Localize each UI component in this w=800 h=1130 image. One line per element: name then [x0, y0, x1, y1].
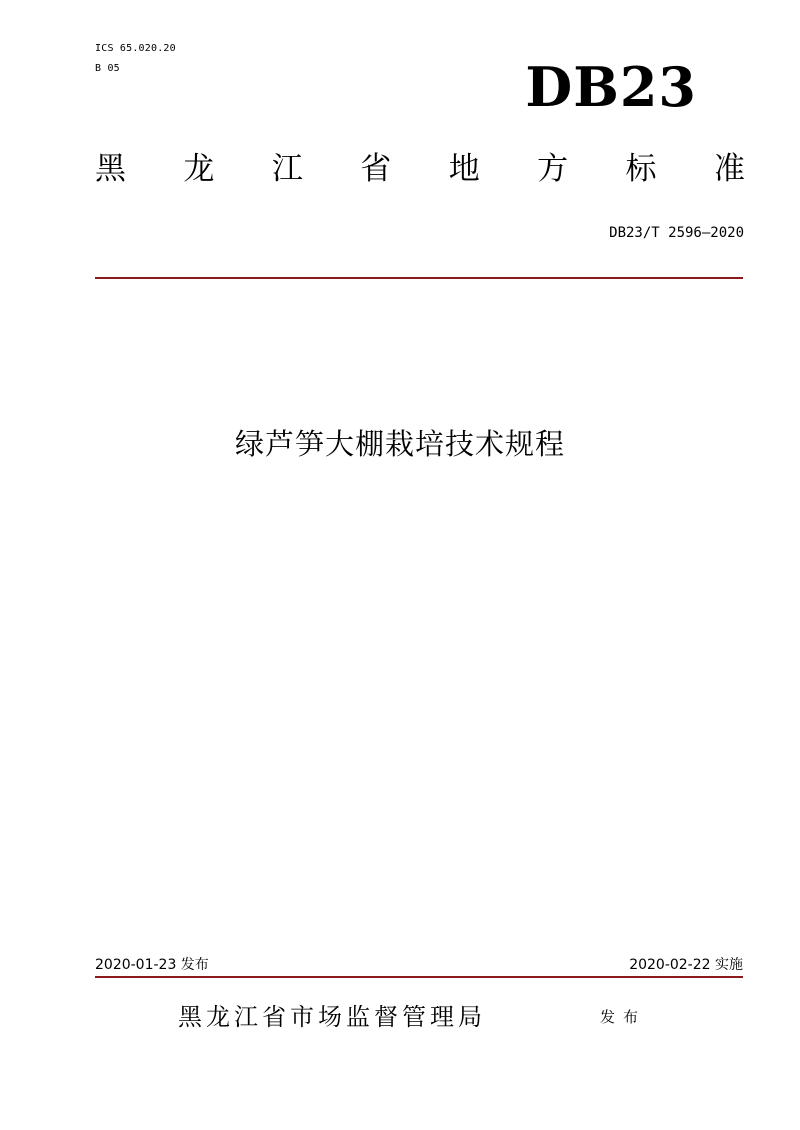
bottom-divider — [95, 976, 743, 978]
standard-type-char: 标 — [625, 151, 657, 187]
standard-type-char: 方 — [537, 151, 569, 187]
standard-type-char: 龙 — [183, 151, 215, 187]
standard-type-char: 省 — [360, 151, 392, 187]
ccs-code: B 05 — [95, 63, 120, 74]
implementation-date: 2020-02-22 实施 — [629, 957, 743, 973]
publish-label: 发布 — [600, 1008, 647, 1026]
standard-type-title — [95, 147, 745, 191]
publisher-name: 黑龙江省市场监督管理局 — [178, 1003, 486, 1031]
standard-type-char: 江 — [271, 151, 303, 187]
top-divider — [95, 277, 743, 279]
standard-type-char: 黑 — [95, 151, 126, 187]
standard-type-char: 准 — [713, 151, 745, 187]
document-title: 绿芦笋大棚栽培技术规程 — [234, 427, 565, 461]
ics-code: ICS 65.020.20 — [95, 43, 176, 54]
db23-logo: DB23 — [525, 55, 697, 119]
issue-date: 2020-01-23 发布 — [95, 957, 209, 973]
standard-number: DB23/T 2596—2020 — [609, 225, 744, 241]
standard-type-char: 地 — [448, 151, 480, 187]
